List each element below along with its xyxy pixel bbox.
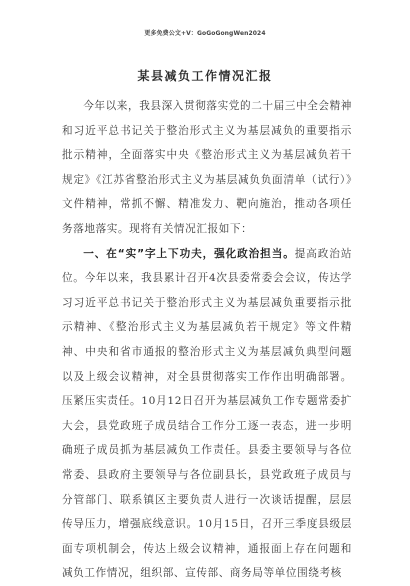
intro-paragraph [62,94,352,242]
paragraph-text: 今年以来，我县深入贯彻落实党的二十届三中全会精神和习近平总书记关于整治形式主义为基层减负的重要指示批示精神，全面落实中央《整治形式主义为基层减负若干规定》《江苏省整治形式主义为基层减负负面清单（试行）》文件精神，常抓不懈、精准发力、靶向施治，推动各项任务落地落实。现将有关情况汇报如下： [62,100,352,235]
paragraph-text: 提高政治站位。今年以来，我县累计召开4次县委常委会会议，传达学习习近平总书记关于整治形式主义为基层减负重要指示批示精神、《整治形式主义为基层减负若干规定》等文件精神、中央和省市通报的整治形式主义为基层减负典型问题以及上级会议精神，对全县贯彻落实工作作出明确部署。压紧压实责任。10月12日召开为基层减负工作专题常委扩大会，县党政班子成员结合工作分工逐一表态，进一步明确班子成员抓为基层减负工作责任。县委主要领导与各位常委、县政府主要领导与各位副县长，县党政班子成员与分管部门、联系镇区主要负责人进行一次谈话提醒，层层传导压力，增强底线意识。10月15日，召开三季度县级层面专项机制会，传达上级会议精神，通报面上存在问题和减负工作情况，组织部、宣传部、商务局等单位围绕考核 [62,247,353,580]
header-note: 更多免费公文+V：GoGoGongWen2024 [144,30,266,37]
document-body [62,94,352,586]
section-heading: 一、在“实”字上下功夫，强化政治担当。 [83,247,295,260]
document-title: 某县减负工作情况汇报 [137,69,273,83]
section-one-paragraph [62,242,352,586]
